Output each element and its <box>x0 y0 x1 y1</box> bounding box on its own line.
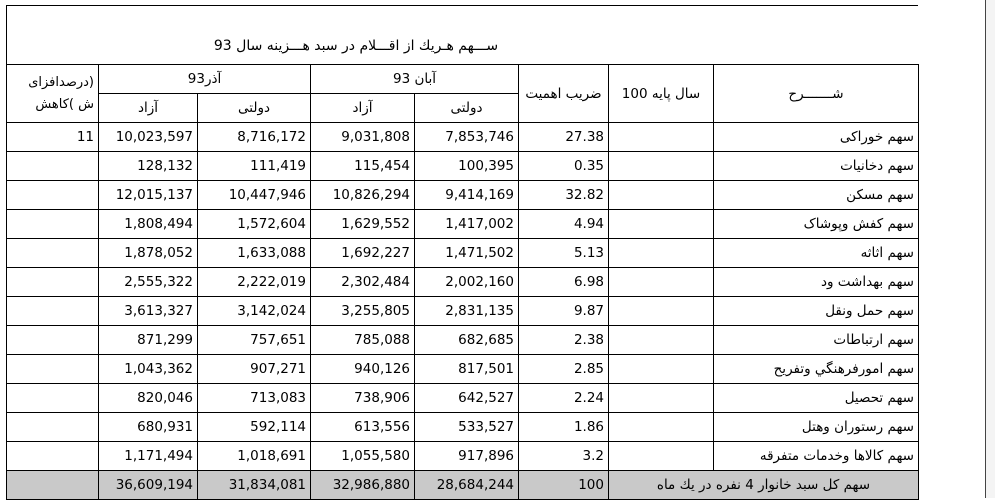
cell-change <box>7 326 99 355</box>
header-change-line1: (درصدافزای <box>28 74 94 90</box>
cell-azar-gov: 713,083 <box>198 384 311 413</box>
header-description: شـــــــرح <box>714 65 919 123</box>
cell-aban-free: 785,088 <box>311 326 415 355</box>
cell-azar-free: 871,299 <box>99 326 198 355</box>
cell-azar-gov: 2,222,019 <box>198 268 311 297</box>
cell-change <box>7 152 99 181</box>
cell-base-year <box>609 442 714 471</box>
cell-change <box>7 268 99 297</box>
total-aban-free: 32,986,880 <box>311 471 415 500</box>
cell-change <box>7 297 99 326</box>
cell-label: سهم حمل ونقل <box>714 297 919 326</box>
cell-azar-gov: 3,142,024 <box>198 297 311 326</box>
total-aban-gov: 28,684,244 <box>415 471 519 500</box>
header-aban-free: آزاد <box>311 94 415 123</box>
header-change-line2: ش )کاهش <box>35 96 94 112</box>
cell-change <box>7 239 99 268</box>
total-weight: 100 <box>519 471 609 500</box>
sheet-left-border <box>6 5 7 65</box>
cell-weight: 5.13 <box>519 239 609 268</box>
cell-base-year <box>609 268 714 297</box>
cell-aban-free: 115,454 <box>311 152 415 181</box>
cell-azar-gov: 1,572,604 <box>198 210 311 239</box>
cell-aban-free: 738,906 <box>311 384 415 413</box>
cell-label: سهم تحصیل <box>714 384 919 413</box>
cell-aban-gov: 1,417,002 <box>415 210 519 239</box>
header-aban: آبان 93 <box>311 65 519 94</box>
cell-azar-gov: 1,018,691 <box>198 442 311 471</box>
cell-aban-gov: 817,501 <box>415 355 519 384</box>
cell-azar-free: 1,043,362 <box>99 355 198 384</box>
cell-base-year <box>609 413 714 442</box>
cell-aban-free: 613,556 <box>311 413 415 442</box>
cell-change <box>7 442 99 471</box>
total-row <box>7 471 919 500</box>
table-row <box>7 355 919 384</box>
total-label: سهم کل سبد خانوار 4 نفره در یك ماه <box>609 471 919 500</box>
cell-label: سهم دخانیات <box>714 152 919 181</box>
cell-label: سهم کفش وپوشاک <box>714 210 919 239</box>
cell-azar-gov: 1,633,088 <box>198 239 311 268</box>
cell-aban-gov: 533,527 <box>415 413 519 442</box>
table-row <box>7 239 919 268</box>
header-aban-gov: دولتی <box>415 94 519 123</box>
cell-label: سهم مسکن <box>714 181 919 210</box>
cell-change <box>7 181 99 210</box>
sheet-top-border <box>6 5 918 6</box>
cell-base-year <box>609 181 714 210</box>
header-azar-free: آزاد <box>99 94 198 123</box>
cell-azar-free: 3,613,327 <box>99 297 198 326</box>
cell-change <box>7 355 99 384</box>
cell-aban-free: 1,629,552 <box>311 210 415 239</box>
cell-base-year <box>609 239 714 268</box>
cell-base-year <box>609 297 714 326</box>
cell-base-year <box>609 384 714 413</box>
header-row-1 <box>7 65 919 94</box>
cell-change: 11 <box>7 123 99 152</box>
cell-azar-gov: 592,114 <box>198 413 311 442</box>
cell-azar-free: 680,931 <box>99 413 198 442</box>
cell-change <box>7 210 99 239</box>
table-row <box>7 210 919 239</box>
cell-azar-gov: 111,419 <box>198 152 311 181</box>
cell-aban-gov: 9,414,169 <box>415 181 519 210</box>
cell-change <box>7 413 99 442</box>
table-row <box>7 384 919 413</box>
cell-azar-gov: 757,651 <box>198 326 311 355</box>
cell-base-year <box>609 123 714 152</box>
table-row <box>7 152 919 181</box>
cell-aban-gov: 917,896 <box>415 442 519 471</box>
cell-label: سهم کالاها وخدمات متفرقه <box>714 442 919 471</box>
cell-label: سهم ارتباطات <box>714 326 919 355</box>
cell-weight: 9.87 <box>519 297 609 326</box>
total-azar-gov: 31,834,081 <box>198 471 311 500</box>
cell-azar-free: 128,132 <box>99 152 198 181</box>
cell-weight: 6.98 <box>519 268 609 297</box>
cell-label: سهم امورفرهنگي وتفريح <box>714 355 919 384</box>
header-azar-gov: دولتی <box>198 94 311 123</box>
cell-weight: 1.86 <box>519 413 609 442</box>
cell-azar-free: 2,555,322 <box>99 268 198 297</box>
table-row <box>7 297 919 326</box>
cell-aban-gov: 100,395 <box>415 152 519 181</box>
cell-weight: 27.38 <box>519 123 609 152</box>
cell-aban-gov: 1,471,502 <box>415 239 519 268</box>
cell-azar-gov: 10,447,946 <box>198 181 311 210</box>
table-row <box>7 123 919 152</box>
cell-aban-free: 1,055,580 <box>311 442 415 471</box>
table-row <box>7 442 919 471</box>
window-scroll-edge <box>985 0 995 498</box>
cell-aban-free: 1,692,227 <box>311 239 415 268</box>
table-row <box>7 181 919 210</box>
cell-azar-free: 1,808,494 <box>99 210 198 239</box>
cell-aban-gov: 7,853,746 <box>415 123 519 152</box>
cell-azar-gov: 8,716,172 <box>198 123 311 152</box>
expense-table <box>6 64 919 500</box>
cell-azar-free: 820,046 <box>99 384 198 413</box>
cell-aban-free: 3,255,805 <box>311 297 415 326</box>
cell-azar-gov: 907,271 <box>198 355 311 384</box>
table-row <box>7 413 919 442</box>
cell-azar-free: 1,878,052 <box>99 239 198 268</box>
cell-label: سهم بهداشت ود <box>714 268 919 297</box>
cell-label: سهم رستوران وهتل <box>714 413 919 442</box>
cell-label: سهم خوراکی <box>714 123 919 152</box>
header-azar: آذر93 <box>99 65 311 94</box>
cell-weight: 4.94 <box>519 210 609 239</box>
cell-change <box>7 384 99 413</box>
cell-aban-gov: 2,002,160 <box>415 268 519 297</box>
table-row <box>7 326 919 355</box>
cell-base-year <box>609 210 714 239</box>
cell-base-year <box>609 355 714 384</box>
table-row <box>7 268 919 297</box>
cell-azar-free: 1,171,494 <box>99 442 198 471</box>
header-base-year: سال پایه 100 <box>609 65 714 123</box>
cell-aban-free: 2,302,484 <box>311 268 415 297</box>
cell-weight: 32.82 <box>519 181 609 210</box>
cell-weight: 2.38 <box>519 326 609 355</box>
cell-weight: 0.35 <box>519 152 609 181</box>
cell-aban-gov: 682,685 <box>415 326 519 355</box>
table-title: ســـهم هـریك از اقـــلام در سبد هـــزینه سال 93 <box>213 38 499 54</box>
cell-aban-free: 10,826,294 <box>311 181 415 210</box>
header-weight: ضریب اهمیت <box>519 65 609 123</box>
cell-aban-free: 9,031,808 <box>311 123 415 152</box>
total-azar-free: 36,609,194 <box>99 471 198 500</box>
cell-aban-gov: 642,527 <box>415 384 519 413</box>
cell-base-year <box>609 152 714 181</box>
cell-azar-free: 12,015,137 <box>99 181 198 210</box>
cell-label: سهم اثاثه <box>714 239 919 268</box>
cell-weight: 2.85 <box>519 355 609 384</box>
cell-weight: 3.2 <box>519 442 609 471</box>
header-change <box>7 65 99 123</box>
cell-aban-free: 940,126 <box>311 355 415 384</box>
cell-aban-gov: 2,831,135 <box>415 297 519 326</box>
cell-azar-free: 10,023,597 <box>99 123 198 152</box>
total-change <box>7 471 99 500</box>
cell-base-year <box>609 326 714 355</box>
cell-weight: 2.24 <box>519 384 609 413</box>
